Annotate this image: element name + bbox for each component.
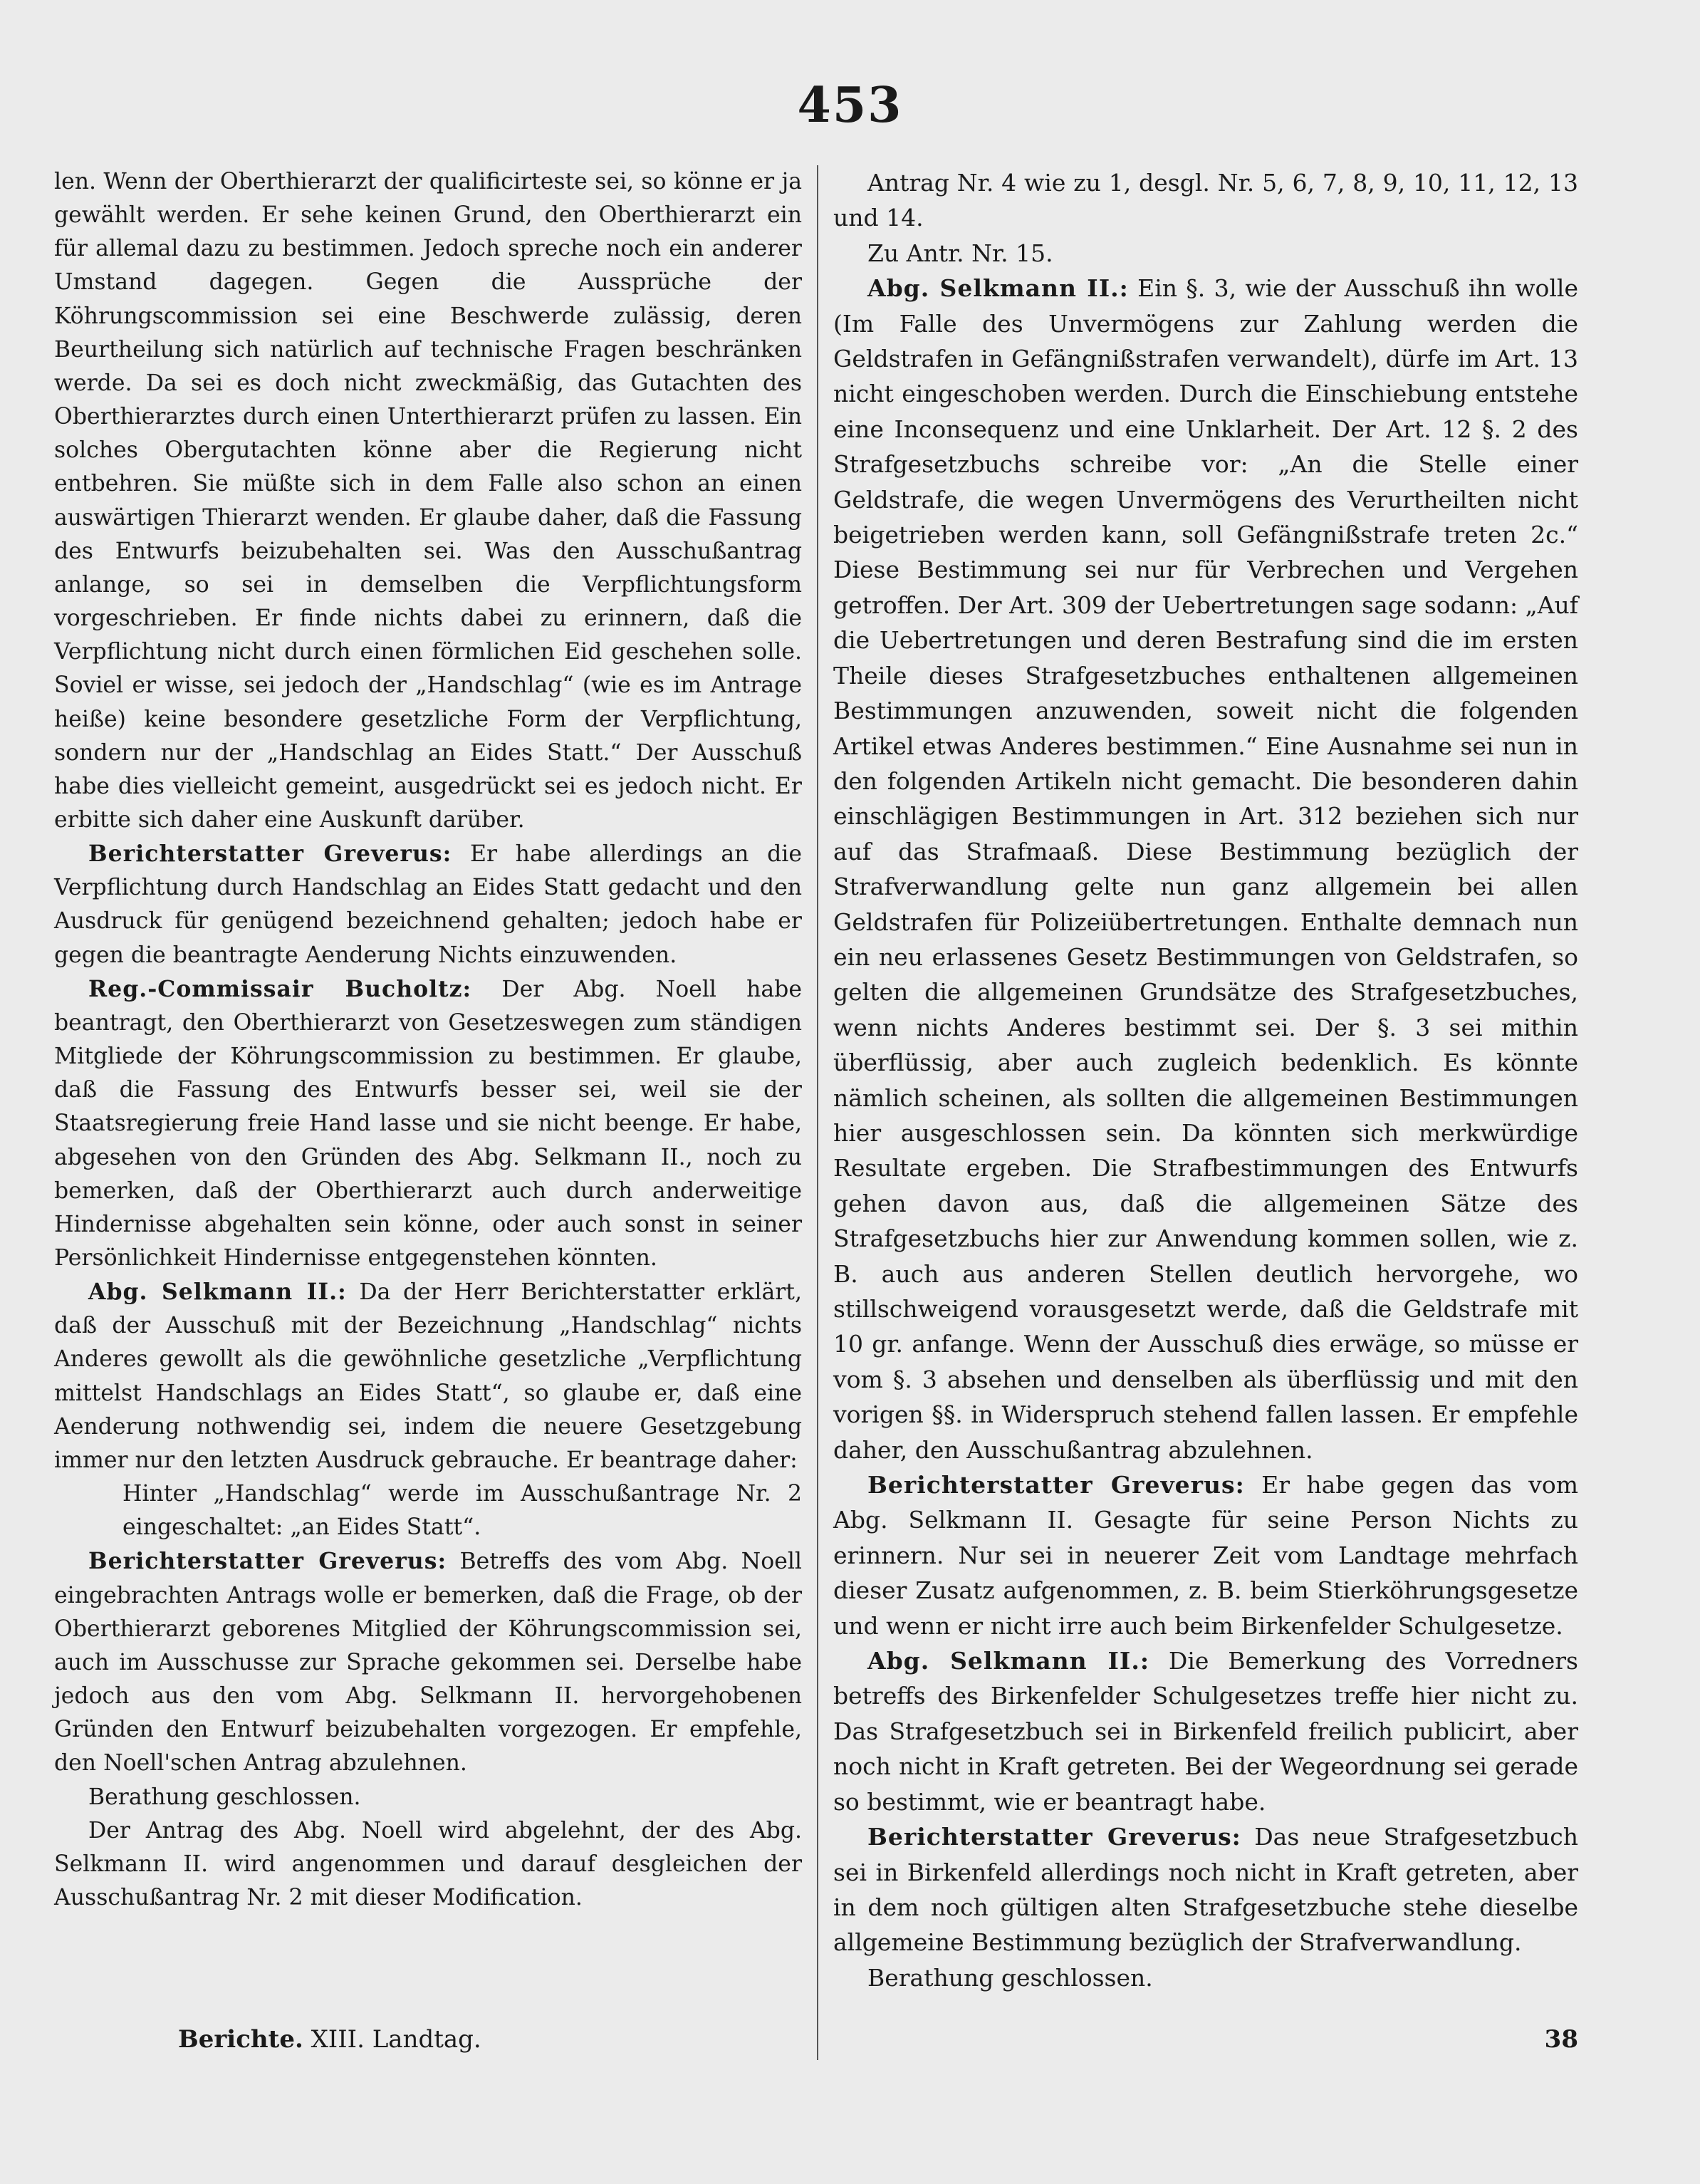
- paragraph: Berathung geschlossen.: [867, 1963, 1153, 1992]
- speech-text: Da der Herr Berichterstatter erklärt, daß der Ausschuß mit der Bezeichnung „Handschlag“ nichts Anderes gewollt als die gewöhnliche gesetzliche „Verpflichtung mittelst Handschlags an Eides Statt“, so glaube er, daß eine Aenderung nothwendig sei, indem die neuere Gesetzgebung immer nur den letzten Ausdruck gebrauche. Er beantrage daher:: [54, 1279, 802, 1473]
- paragraph: Der Antrag des Abg. Noell wird abgelehnt, der des Abg. Selkmann II. wird angenommen und darauf desgleichen der Ausschußantrag Nr. 2 mit dieser Modification.: [54, 1817, 802, 1910]
- speech-text: Er habe allerdings an die Verpflichtung durch Handschlag an Eides Statt gedacht und den Ausdruck für genügend bezeichnend gehalten; jedoch habe er gegen die beantragte Aenderung Nichts einzuwenden.: [54, 841, 802, 968]
- paragraph: Antrag Nr. 4 wie zu 1, desgl. Nr. 5, 6, 7, 8, 9, 10, 11, 12, 13 und 14.: [833, 169, 1578, 232]
- paragraph: [833, 1643, 1578, 1819]
- speaker-name: Berichterstatter Greverus:: [88, 1548, 447, 1575]
- paragraph: len. Wenn der Oberthierarzt der qualificirteste sei, so könne er ja gewählt werden. Er sehe keinen Grund, den Oberthierarzt ein für allemal dazu zu bestimmen. Jedoch spreche noch ein anderer Umstand dagegen. Gegen die Aussprüche der Köhrungscommission sei eine Beschwerde zulässig, deren Beurtheilung sich natürlich auf technische Fragen beschränken werde. Da sei es doch nicht zweckmäßig, das Gutachten des Oberthierarztes durch einen Unterthierarzt prüfen zu lassen. Ein solches Obergutachten könne aber die Regierung nicht entbehren. Sie müßte sich in dem Falle also schon an einen auswärtigen Thierarzt wenden. Er glaube daher, daß die Fassung des Entwurfs beizubehalten sei. Was den Ausschußantrag anlange, so sei in demselben die Verpflichtungsform vorgeschrieben. Er finde nichts dabei zu erinnern, daß die Verpflichtung nicht durch einen förmlichen Eid geschehen solle. Soviel er wisse, sei jedoch der „Handschlag“ (wie es im Antrage heiße) keine besondere gesetzliche Form der Verpflichtung, sondern nur der „Handschlag an Eides Statt.“ Der Ausschuß habe dies vielleicht gemeint, ausgedrückt sei es jedoch nicht. Er erbitte sich daher eine Auskunft darüber.: [54, 169, 802, 833]
- speaker-name: Abg. Selkmann II.:: [867, 1647, 1150, 1675]
- right-text-column: [833, 165, 1578, 1995]
- speech-text: Ein §. 3, wie der Ausschuß ihn wolle (Im Falle des Unvermögens zur Zahlung werden die Geldstrafen in Gefängnißstrafen verwandelt), dürfe im Art. 13 nicht eingeschoben werden. Durch die Einschiebung entstehe eine Inconsequenz und eine Unklarheit. Der Art. 12 §. 2 des Strafgesetzbuchs schreibe vor: „An die Stelle einer Geldstrafe, die wegen Unvermögens des Verurtheilten nicht beigetrieben werden kann, soll Gefängnißstrafe treten 2c.“ Diese Bestimmung sei nur für Verbrechen und Vergehen getroffen. Der Art. 309 der Uebertretungen sage sodann: „Auf die Uebertretungen und deren Bestrafung sind die im ersten Theile dieses Strafgesetzbuches enthaltenen allgemeinen Bestimmungen anzuwenden, soweit nicht die folgenden Artikel etwas Anderes bestimmen.“ Eine Ausnahme sei nun in den folgenden Artikeln nicht gemacht. Die besonderen dahin einschlägigen Bestimmungen in Art. 312 beziehen sich nur auf das Strafmaaß. Diese Bestimmung bezüglich der Strafverwandlung gelte nun ganz allgemein bei allen Geldstrafen für Polizeiübertretungen. Enthalte demnach nun ein neu erlassenes Gesetz Bestimmungen von Geldstrafen, so gelten die allgemeinen Grundsätze des Strafgesetzbuches, wenn nichts Anderes bestimmt sei. Der §. 3 sei mithin überflüssig, aber auch zugleich bedenklich. Es könnte nämlich scheinen, als sollten die allgemeinen Bestimmungen hier ausgeschlossen sein. Da könnten sich merkwürdige Resultate ergeben. Die Strafbestimmungen des Entwurfs gehen davon aus, daß die allgemeinen Sätze des Strafgesetzbuchs hier zur Anwendung kommen sollen, wie z. B. auch aus anderen Stellen deutlich hervorgehe, wo stillschweigend vorausgesetzt werde, daß die Geldstrafe mit 10 gr. anfange. Wenn der Ausschuß dies erwäge, so müsse er vom §. 3 absehen und denselben als überflüssig und mit den vorigen §§. in Widerspruch stehend fallen lassen. Er empfehle daher, den Ausschußantrag abzulehnen.: [833, 274, 1578, 1464]
- paragraph: [54, 1275, 802, 1477]
- paragraph: [833, 1467, 1578, 1643]
- speech-text: Die Bemerkung des Vorredners betreffs des Birkenfelder Schulgesetzes treffe hier nicht zu. Das Strafgesetzbuch sei in Birkenfeld freilich publicirt, aber noch nicht in Kraft getreten. Bei der Wegeordnung sei gerade so bestimmt, wie er beantragt habe.: [833, 1647, 1578, 1816]
- paragraph: [833, 1819, 1578, 1960]
- speech-text: Er habe gegen das vom Abg. Selkmann II. Gesagte für seine Person Nichts zu erinnern. Nur sei in neuerer Zeit vom Landtage mehrfach dieser Zusatz aufgenommen, z. B. beim Stierköhrungsgesetze und wenn er nicht irre auch beim Birkenfelder Schulgesetze.: [833, 1471, 1578, 1640]
- paragraph: [54, 837, 802, 972]
- speaker-name: Berichterstatter Greverus:: [867, 1471, 1245, 1499]
- speaker-name: Abg. Selkmann II.:: [88, 1279, 347, 1306]
- paragraph: [833, 271, 1578, 1467]
- paragraph: Zu Antr. Nr. 15.: [867, 239, 1053, 267]
- paragraph: [54, 972, 802, 1275]
- page-number: 453: [797, 77, 903, 134]
- column-divider: [817, 165, 818, 2060]
- speech-text: Der Abg. Noell habe beantragt, den Oberthierarzt von Gesetzeswegen zum ständigen Mitgliede der Köhrungscommission zu bestimmen. Er glaube, daß die Fassung des Entwurfs besser sei, weil sie der Staatsregierung freie Hand lasse und sie nicht beenge. Er habe, abgesehen von den Gründen des Abg. Selkmann II., noch zu bemerken, daß der Oberthierarzt auch durch anderweitige Hindernisse abgehalten sein könne, oder auch sonst in seiner Persönlichkeit Hindernisse entgegenstehen könnten.: [54, 976, 802, 1271]
- speaker-name: Abg. Selkmann II.:: [867, 274, 1129, 303]
- speech-text: Das neue Strafgesetzbuch sei in Birkenfeld allerdings noch nicht in Kraft getreten, aber in dem noch gültigen alten Strafgesetzbuche stehe dieselbe allgemeine Bestimmung bezüglich der Strafverwandlung.: [833, 1823, 1578, 1957]
- paragraph: Berathung geschlossen.: [88, 1784, 361, 1810]
- speech-text: Betreffs des vom Abg. Noell eingebrachten Antrags wolle er bemerken, daß die Frage, ob der Oberthierarzt geborenes Mitglied der Köhrungscommission sei, auch im Ausschusse zur Sprache gekommen sei. Derselbe habe jedoch aus den vom Abg. Selkmann II. hervorgehobenen Gründen den Entwurf beizubehalten vorgezogen. Er empfehle, den Noell'schen Antrag abzulehnen.: [54, 1549, 803, 1777]
- speaker-name: Berichterstatter Greverus:: [88, 841, 452, 868]
- footer-title-rest: XIII. Landtag.: [303, 2025, 481, 2054]
- quoted-motion: Hinter „Handschlag“ werde im Ausschußantrage Nr. 2 eingeschaltet: „an Eides Statt“.: [122, 1481, 802, 1541]
- footer-title: [178, 2022, 481, 2057]
- footer-title-bold: Berichte.: [178, 2025, 303, 2054]
- paragraph: [54, 1544, 802, 1780]
- speaker-name: Berichterstatter Greverus:: [867, 1823, 1241, 1851]
- left-text-column: [54, 165, 802, 1915]
- speaker-name: Reg.-Commissair Bucholtz:: [88, 975, 472, 1002]
- signature-mark: 38: [1544, 2025, 1578, 2054]
